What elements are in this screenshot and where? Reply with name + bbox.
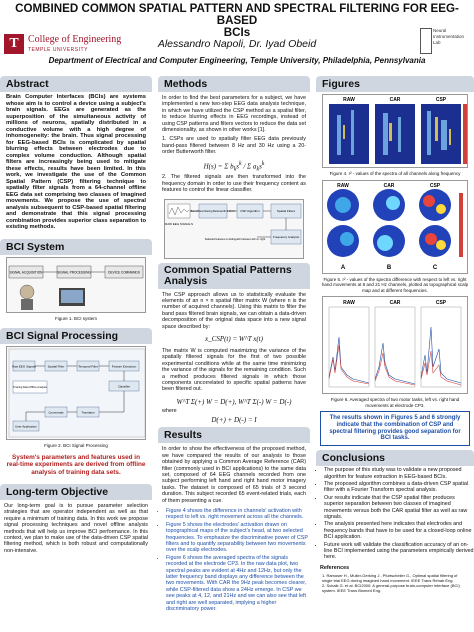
college-name: College of Engineering: [28, 34, 122, 45]
references-list: [316, 571, 474, 595]
fig6-label-car: CAR: [389, 300, 401, 306]
csp-title-line-2: Analysis: [164, 274, 208, 287]
sp-user-application: User Application: [15, 424, 37, 429]
fig6-label-raw: RAW: [343, 300, 355, 306]
methods-step-1: 1. CSPs are used to spatially filter EEG data previously band-pass filtered between 8 Hz and 30 Hz using a 20-order Butterworth filter.: [162, 136, 306, 156]
abstract-title: Abstract: [0, 76, 152, 92]
conclusion-2: • The proposed algorithm combines a data-driven CSP spatial filter with a Fourier Transform spectral analysis.: [324, 481, 474, 494]
fig5-topomaps-row-1: [327, 189, 451, 221]
authors: Alessandro Napoli, Dr. Iyad Obeid: [157, 38, 317, 50]
csp-eq-2: W^T Σ(+) W = D(+), W^T Σ(-) W = D(-): [176, 397, 292, 406]
figure-5-topomaps: [323, 181, 469, 273]
flow-spatial-filters: Spatial Filters: [276, 208, 296, 213]
fig4-label-raw: RAW: [343, 97, 355, 103]
conclusion-5: • Future work will validate the classification accuracy of an on-line BCI implemented using the parameters empirically derived here.: [324, 542, 474, 561]
fig5-label-csp: CSP: [429, 182, 441, 189]
lab-name: Neural Instrumentation Lab: [433, 28, 465, 45]
conclusions-title: Conclusions: [316, 450, 474, 466]
figure-6-spectra: [323, 297, 469, 393]
sp-translator: Translator: [81, 410, 95, 415]
conclusions-bullets: [316, 467, 474, 561]
reference-1: 1. Ramoser H., Muller-Gerking J., Pfurtscheller G., Optimal spatial filtering of single trial EEG during imagined hand movement. IEEE Trans Rehab Eng.: [322, 573, 458, 584]
figure-6: [322, 296, 468, 394]
fig4-caption: Figure 4. r² - values of the spectra of all channels along frequency: [329, 171, 461, 176]
column-3: [316, 76, 474, 632]
fig5-label-car: CAR: [383, 182, 395, 189]
csp-where: where: [162, 407, 177, 414]
fig5-label-raw: RAW: [337, 182, 349, 189]
column-1: [0, 76, 152, 632]
results-bullets: [158, 508, 310, 613]
signal-processing-highlight: System's parameters and features used in real-time experiments are derived from offline analysis of training data sets.: [6, 453, 146, 476]
reference-2: 2. Schalk G. et al. BCI2000: A general-purpose brain-computer interface (BCI) system. IEEE Trans Biomed Eng.: [322, 583, 460, 594]
csp-para-1: The CSP approach allows us to statistically evaluate the elements of an n × n spatial filter matrix W (where n is the number of acquired channels). Using this matrix to filter the band pass filtered brain signals, we can obtain a data-driven decomposition of the original data space into a new signal space described by:: [162, 291, 306, 330]
results-bullet-fig6: • Figure 6 shows the averaged spectra of the signals recorded at the electrode CP3. In the raw data plot, two spectral peaks are evident at 4Hz and 12Hz, but only the latter frequency band displays any difference between the two movements. With CAR the 9Hz peak becomes clearer, while CSP-filtered data show a 24Hz emerge. In CSP we see peaks at 4, 12, and 21Hz and we can also see that left and right are well separated, implying a higher discriminatory power.: [166, 555, 310, 613]
long-term-text: Our long-term goal is to pursue parameter selection strategies that are operator independent as well as that require a minimum of training data. In this work we propose signal processing techniques and novel offline analysis methods that will help us improve BCI performance. In this context, we plan to make use of the data-driven CSP spatial filtering method, which is both robust and computationally non-intensive.: [4, 503, 148, 554]
csp-eq-1: x_CSP(t) = W^T x(t): [205, 335, 263, 344]
conclusion-4: • The analysis presented here indicates that electrodes and frequency bands that have to be used for a closed-loop online BCI application.: [324, 521, 474, 540]
signal-processing-diagram: [7, 347, 147, 439]
csp-para-2: The matrix W is computed maximizing the variance of the spatially filtered signals for the first of two possible experimental conditions while at the same time minimizing the variance of the signals for the remaining condition. Such a method produces filtered signals in which those components uncorrelated to specific spatial patterns have been filtered out.: [162, 348, 306, 393]
bci-block-acquisition: SIGNAL ACQUISITION: [9, 270, 43, 274]
bci-block-processing: SIGNAL PROCESSING: [57, 270, 91, 274]
conclusion-1: • The purpose of this study was to validate a new proposed algorithm for feature extraction in EEG-based BCIs.: [324, 467, 474, 480]
fig6-label-csp: CSP: [435, 300, 447, 306]
poster-header: [0, 0, 474, 80]
sp-feature-extraction: Feature Extraction: [111, 364, 137, 369]
results-summary-text: The results shown in Figures 5 and 6 strongly indicate that the combination of CSP and spectral filtering provides good separation for BCI tasks.: [329, 415, 461, 442]
methods-title: Methods: [158, 76, 310, 92]
results-para-1: In order to show the effectiveness of the proposed method, we have compared the results of our analysis to those obtained by applying a Common Average Reference (CAR) filter (commonly used in BCI applications) to the same data set, composed of 64 EEG channels recorded from one subject performing left hand and right hand motor imagery tasks. The dataset is composed of 65 trials of 3 second duration. This subject recorded 65 event-related trials, each of them presenting a cue.: [162, 446, 306, 504]
results-summary-box: [320, 411, 470, 446]
flow-csp: CSP Algorithm: [240, 208, 260, 213]
fig4-heatmap-car: [375, 104, 415, 164]
fig5-letter-b: B: [386, 264, 392, 271]
results-bullet-fig5: • Figure 5 shows the electrodes' activation drawn on topographical maps of the subject's head, at two selected frequencies. To emphasize the discriminative power of CSP filters and to quantify separability between two movements over the scalp electrodes.: [166, 522, 310, 554]
temple-t-icon: T: [4, 34, 24, 54]
sp-training-data: Training Data Offline Analysis: [13, 386, 47, 389]
flow-bandpass: Band-Pass Filtering Butterworth 8-30 Hz: [190, 209, 236, 213]
bci-system-caption: Figure 1. BCI system: [54, 315, 97, 321]
fig4-label-car: CAR: [389, 97, 401, 103]
butterworth-eq: H(s) = Σ $b_ks^k$ / Σ $a_ks^k$: [203, 160, 265, 173]
bci-system-diagram: [7, 258, 147, 312]
bci-system-title: BCI System: [0, 239, 152, 255]
signal-processing-figure: [6, 346, 146, 440]
flow-frequency-analysis: Frequency Analysis: [272, 234, 300, 239]
lab-logo-icon: [420, 28, 432, 54]
signal-processing-caption: Figure 2. BCI Signal Processing: [44, 443, 108, 448]
methods-flow-diagram: [165, 200, 305, 258]
sp-classifier: Classifier: [117, 384, 131, 389]
fig4-label-csp: CSP: [435, 97, 447, 103]
results-title: Results: [158, 427, 310, 443]
methods-intro: In order to find the best parameters for a subject, we have implemented a new two-step EEG data analysis technique, in which we have utilized the CSP method as a spatial filter, to reduce blurring effects in EEG recordings, instead of using CSP patterns and filters vectors to reduce the data set dimensionality, as shown in other works [1].: [162, 95, 306, 134]
references-title: References: [320, 564, 350, 571]
title-line-2: BCIs: [223, 26, 251, 39]
flow-raw-eeg: RAW EEG SIGNALS: [165, 221, 193, 226]
figure-4: [322, 94, 468, 168]
university-name: TEMPLE UNIVERSITY: [28, 47, 88, 53]
csp-title-line-1: Common Spatial Patterns: [164, 263, 292, 276]
abstract-text: Brain Computer Interfaces (BCIs) are systems whose aim is to control a device using a subject's brain signals. EEGs are generated as the superposition of the simultaneous activity of millions of neurons, spatially distributed in a conductive volume with a high degree of inhomogeneity: the brain. Thus signal processing for EEG-based BCIs is complicated by spatial blurring effects between electrodes due to complex volume conduction. Although spatial filters are increasingly being used to mitigate these effects, results have been limited. In this work, we investigate the use of the Common Spatial Pattern (CSP) filtering technique to spatially filter signals from a 64-channel offline EEG data set comprising two classes of imagined movements. We propose the use of spectral analysis subsequent to CSP-based spatial filtering and demonstrate that this signal processing combination provides superior class separation to existing methods.: [6, 94, 146, 230]
sp-spatial-filter: Spatial Filter: [47, 364, 65, 369]
fig5-caption: Figure 5. r² - values of the spectra difference with respect to left vs. right hand movements at 8 and 21 Hz channels, plotted as topographical scalp map and at different frequencies.: [321, 276, 469, 293]
title-line-1: COMBINED COMMON SPATIAL PATTERN AND SPECTRAL FILTERING FOR EEG-BASED: [15, 2, 459, 27]
csp-eq-3: D(+) + D(-) = I: [211, 416, 257, 425]
bci-signal-processing-title: BCI Signal Processing: [0, 328, 152, 344]
sp-temporal-filter: Temporal Filter: [78, 364, 98, 369]
fig5-topomaps-row-2: [327, 225, 451, 257]
fig4-heatmap-raw: [329, 104, 369, 164]
results-bullet-fig4: • Figure 4 shows the difference in channels' activation with respect to left vs. right movement across all the channels.: [166, 508, 310, 521]
csp-title: [158, 263, 310, 289]
bci-system-figure: [6, 257, 146, 313]
conclusion-3: • Our results indicate that the CSP spatial filter produces superior separation between two classes of imagined movements versus both the CAR spatial filter as well as raw signals.: [324, 495, 474, 521]
figure-5: [322, 180, 468, 274]
fig6-caption: Figure 6. Averaged spectra of two motor tasks, left vs. right hand movements at electrode CP3.: [330, 397, 460, 408]
fig5-letter-a: A: [340, 264, 346, 271]
department: Department of Electrical and Computer Engineering, Temple University, Philadelphia, Pennsylvania: [48, 56, 426, 65]
sp-commands: Commands: [48, 410, 64, 415]
bci-block-commands: DEVICE COMMANDS: [108, 270, 140, 274]
column-2: [158, 76, 310, 632]
flow-selected-features: Selected features to distinguish between left vs. right: [204, 237, 266, 241]
sp-raw-eeg: Raw EEG Signals: [12, 364, 36, 369]
methods-flow-figure: [164, 199, 304, 259]
methods-step-2: 2. The filtered signals are then transformed into the frequency domain in order to use their frequency content as features to control the linear classifier.: [162, 174, 306, 194]
long-term-title: Long-term Objective: [0, 484, 152, 500]
fig5-letter-c: C: [432, 264, 438, 271]
figures-title: Figures: [316, 76, 474, 92]
figure-4-heatmaps: [323, 95, 469, 167]
